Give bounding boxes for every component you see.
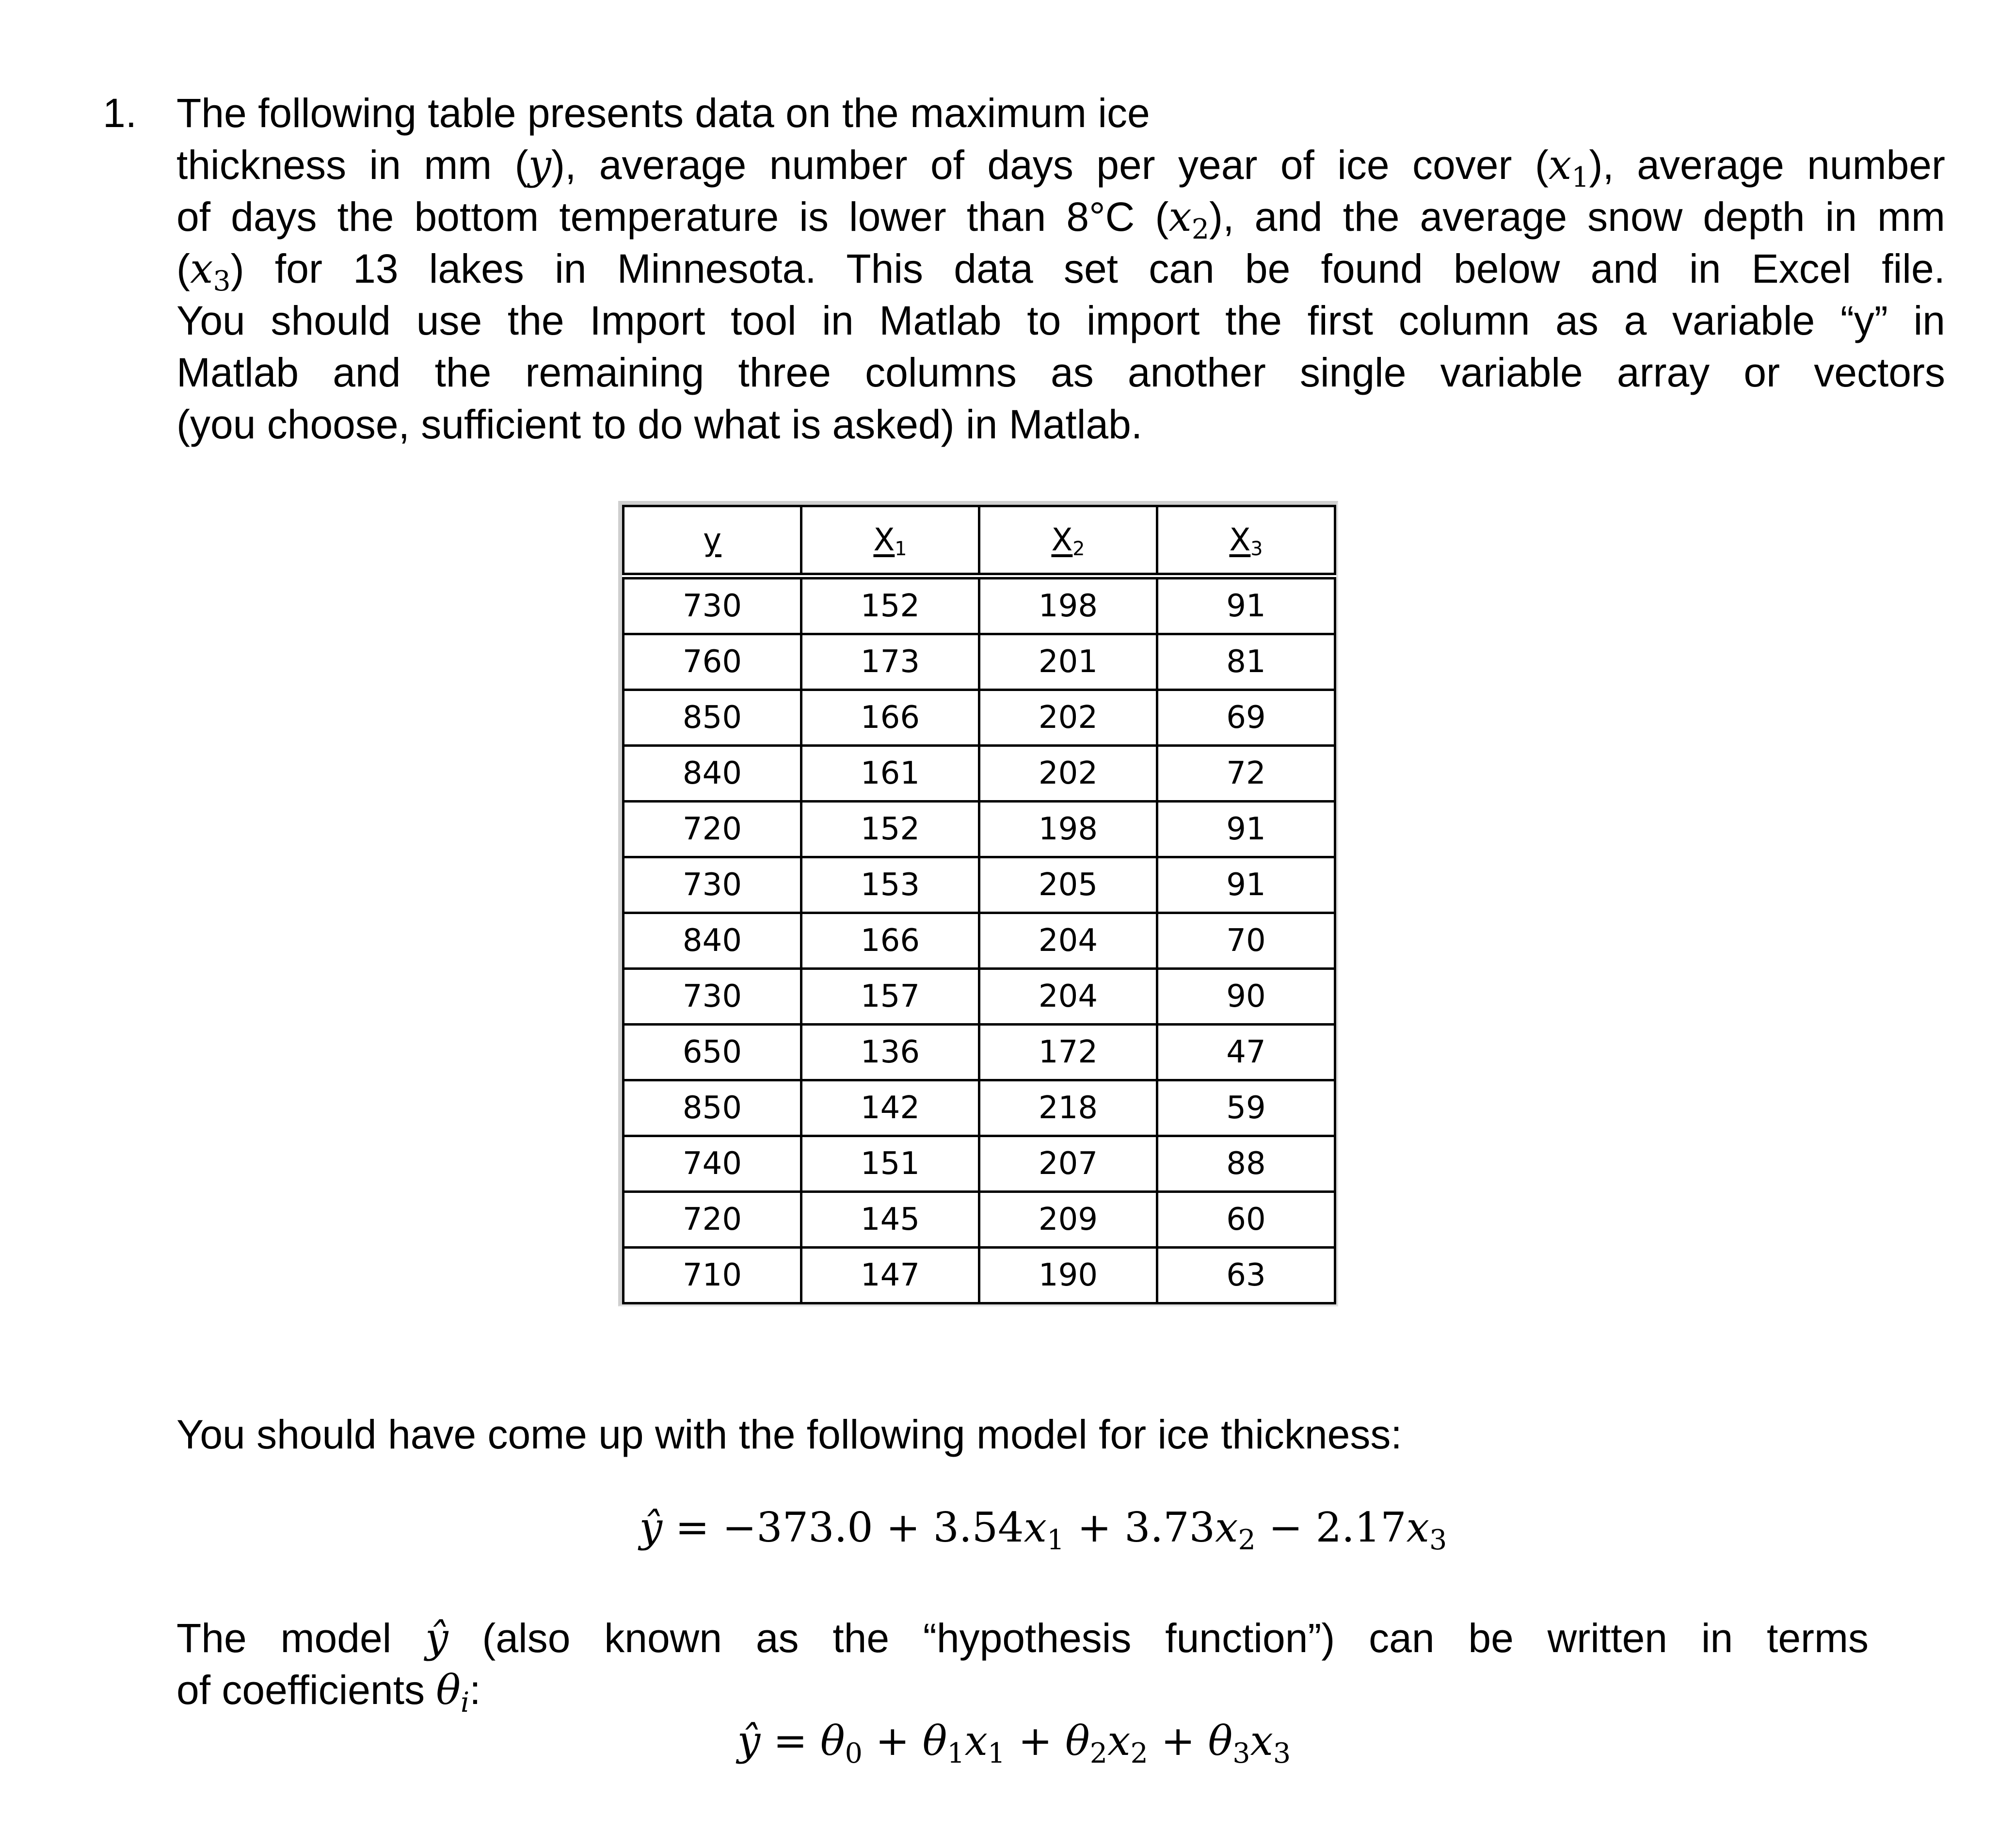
table-cell: 90 bbox=[1157, 969, 1335, 1025]
header-x2: $X_2$ bbox=[979, 506, 1157, 577]
table-cell: 81 bbox=[1157, 634, 1335, 690]
table-row bbox=[624, 1248, 1335, 1303]
model-intro: You should have come up with the following model for ice thickness: bbox=[176, 1412, 1402, 1457]
table-cell: 151 bbox=[801, 1136, 979, 1192]
model-desc-line-2: of coefficients $\theta_i$: bbox=[176, 1666, 481, 1719]
table-cell: 730 bbox=[624, 857, 801, 913]
table-cell: 72 bbox=[1157, 746, 1335, 802]
table-row bbox=[624, 690, 1335, 746]
var-x2: x bbox=[1168, 193, 1192, 241]
table-cell: 209 bbox=[979, 1192, 1157, 1248]
table-cell: 201 bbox=[979, 634, 1157, 690]
table-cell: 202 bbox=[979, 690, 1157, 746]
problem-line-4: $(x_3)$ for 13 lakes in Minnesota. This data set can be found below and in Excel file. bbox=[176, 245, 1945, 297]
table-row bbox=[624, 746, 1335, 802]
table-cell: 204 bbox=[979, 913, 1157, 969]
table-cell: 218 bbox=[979, 1080, 1157, 1136]
table-cell: 730 bbox=[624, 969, 801, 1025]
table-header-row bbox=[624, 506, 1335, 577]
problem-line-2: thickness in mm (y), average number of days per year of ice cover $(x_1)$, average number bbox=[176, 141, 1945, 193]
table-cell: 59 bbox=[1157, 1080, 1335, 1136]
table-cell: 205 bbox=[979, 857, 1157, 913]
table-cell: 198 bbox=[979, 802, 1157, 857]
table-cell: 840 bbox=[624, 913, 801, 969]
table-row bbox=[624, 1080, 1335, 1136]
table-cell: 710 bbox=[624, 1248, 801, 1303]
table-cell: 136 bbox=[801, 1025, 979, 1080]
problem-number: 1. bbox=[103, 90, 137, 136]
table-cell: 190 bbox=[979, 1248, 1157, 1303]
model-desc-line-1: The model ŷ (also known as the “hypothesis function”) can be written in terms bbox=[176, 1614, 1869, 1662]
table-cell: 147 bbox=[801, 1248, 979, 1303]
table-body bbox=[624, 576, 1335, 1303]
data-table-frame bbox=[618, 501, 1338, 1306]
table-cell: 161 bbox=[801, 746, 979, 802]
table-row bbox=[624, 802, 1335, 857]
table-cell: 198 bbox=[979, 576, 1157, 634]
var-x1: x bbox=[1548, 141, 1572, 189]
table-cell: 730 bbox=[624, 576, 801, 634]
table-cell: 152 bbox=[801, 576, 979, 634]
model-description bbox=[176, 1612, 1869, 1719]
table-cell: 47 bbox=[1157, 1025, 1335, 1080]
table-cell: 650 bbox=[624, 1025, 801, 1080]
table-cell: 202 bbox=[979, 746, 1157, 802]
problem-line-6: Matlab and the remaining three columns as another single variable array or vectors bbox=[176, 350, 1945, 395]
model-equation: ŷ = $-373.0 + 3.54x_1 + 3.73x_2 - 2.17x_3$ bbox=[639, 1504, 1447, 1556]
table-row bbox=[624, 1025, 1335, 1080]
table-cell: 850 bbox=[624, 1080, 801, 1136]
table-cell: 166 bbox=[801, 913, 979, 969]
problem-text bbox=[176, 87, 1945, 450]
problem-line-3: of days the bottom temperature is lower than 8°C $(x_2)$, and the average snow depth in mm bbox=[176, 193, 1945, 245]
table-row bbox=[624, 1136, 1335, 1192]
header-x1: $X_1$ bbox=[801, 506, 979, 577]
hypothesis-equation: ŷ = $\theta_0 + \theta_1x_1 + \theta_2x_2 + \theta_3x_3$ bbox=[737, 1717, 1291, 1769]
table-cell: 91 bbox=[1157, 802, 1335, 857]
table-row bbox=[624, 576, 1335, 634]
table-row bbox=[624, 913, 1335, 969]
table-cell: 740 bbox=[624, 1136, 801, 1192]
table-cell: 166 bbox=[801, 690, 979, 746]
table-cell: 157 bbox=[801, 969, 979, 1025]
table-cell: 173 bbox=[801, 634, 979, 690]
table-cell: 60 bbox=[1157, 1192, 1335, 1248]
table-cell: 152 bbox=[801, 802, 979, 857]
table-cell: 153 bbox=[801, 857, 979, 913]
table-cell: 91 bbox=[1157, 576, 1335, 634]
var-y: y bbox=[528, 141, 552, 189]
problem-line-7: (you choose, sufficient to do what is asked) in Matlab. bbox=[176, 402, 1143, 447]
header-x3: $X_3$ bbox=[1157, 506, 1335, 577]
table-cell: 840 bbox=[624, 746, 801, 802]
problem-line-1: The following table presents data on the maximum ice bbox=[176, 90, 1150, 136]
var-x3: x bbox=[190, 245, 213, 292]
table-row bbox=[624, 1192, 1335, 1248]
table-cell: 145 bbox=[801, 1192, 979, 1248]
header-y: y bbox=[624, 506, 801, 577]
table-cell: 850 bbox=[624, 690, 801, 746]
table-cell: 172 bbox=[979, 1025, 1157, 1080]
table-cell: 760 bbox=[624, 634, 801, 690]
table-cell: 142 bbox=[801, 1080, 979, 1136]
table-cell: 63 bbox=[1157, 1248, 1335, 1303]
table-cell: 207 bbox=[979, 1136, 1157, 1192]
problem-line-5: You should use the Import tool in Matlab to import the first column as a variable “y” in bbox=[176, 298, 1945, 343]
table-row bbox=[624, 857, 1335, 913]
table-cell: 204 bbox=[979, 969, 1157, 1025]
data-table bbox=[622, 505, 1336, 1304]
table-cell: 88 bbox=[1157, 1136, 1335, 1192]
table-cell: 720 bbox=[624, 1192, 801, 1248]
table-cell: 720 bbox=[624, 802, 801, 857]
table-cell: 69 bbox=[1157, 690, 1335, 746]
problem-statement bbox=[103, 87, 1945, 450]
table-cell: 91 bbox=[1157, 857, 1335, 913]
table-row bbox=[624, 969, 1335, 1025]
table-cell: 70 bbox=[1157, 913, 1335, 969]
table-row bbox=[624, 634, 1335, 690]
